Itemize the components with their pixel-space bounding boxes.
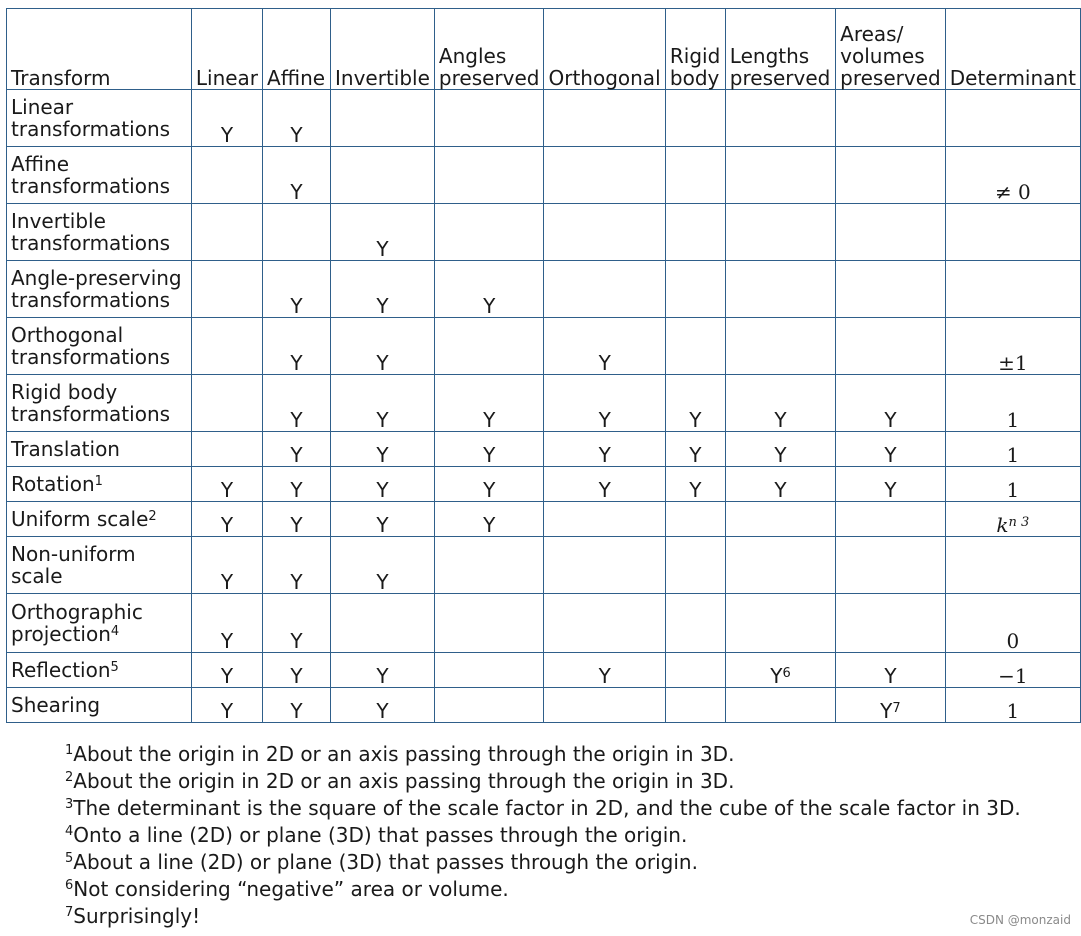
column-header [836, 9, 946, 90]
property-cell: Y [263, 653, 331, 688]
column-header-line: Orthogonal [548, 66, 661, 90]
property-cell: Y [191, 467, 262, 502]
property-cell [434, 90, 544, 147]
property-cell [725, 147, 835, 204]
footnote-mark: 3 [65, 797, 74, 812]
property-cell: Y [191, 502, 262, 537]
property-cell: Y [331, 318, 435, 375]
property-cell [836, 147, 946, 204]
property-cell [665, 261, 725, 318]
property-cell [434, 147, 544, 204]
row-label-line: Uniform scale [11, 507, 149, 531]
column-header [725, 9, 835, 90]
property-cell: Y [434, 261, 544, 318]
footnote-text: Onto a line (2D) or plane (3D) that passes through the origin. [73, 823, 688, 847]
property-cell [434, 594, 544, 653]
determinant-cell [945, 90, 1080, 147]
row-label-line: Affine [11, 152, 69, 176]
property-cell [725, 537, 835, 594]
property-cell: Y [665, 467, 725, 502]
property-cell: Y [191, 688, 262, 723]
row-label-line: transformations [11, 174, 171, 198]
property-cell: Y [191, 537, 262, 594]
property-cell [836, 261, 946, 318]
row-label [7, 688, 192, 723]
property-cell: Y [331, 688, 435, 723]
property-cell: Y [725, 375, 835, 432]
column-header [945, 9, 1080, 90]
property-cell: Y [331, 467, 435, 502]
footnote-text: About the origin in 2D or an axis passing through the origin in 3D. [73, 769, 735, 793]
row-label [7, 204, 192, 261]
column-header-line: Affine [267, 66, 326, 90]
property-cell: Y [191, 653, 262, 688]
footnote [65, 822, 1021, 849]
row-label-line: Orthogonal [11, 323, 124, 347]
property-cell: Y [191, 90, 262, 147]
determinant-cell [945, 537, 1080, 594]
table-header-row [7, 9, 1081, 90]
row-label-line: transformations [11, 402, 171, 426]
property-cell [665, 537, 725, 594]
property-cell [544, 261, 665, 318]
property-cell [725, 90, 835, 147]
property-cell [836, 318, 946, 375]
property-cell: Y [263, 318, 331, 375]
column-header [434, 9, 544, 90]
property-cell [665, 318, 725, 375]
property-cell [544, 147, 665, 204]
footnotes [65, 741, 1021, 930]
property-cell: Y [665, 375, 725, 432]
row-label [7, 318, 192, 375]
row-label [7, 594, 192, 653]
footnote-mark: 2 [65, 770, 74, 785]
property-cell: Y [544, 375, 665, 432]
property-cell: Y [434, 502, 544, 537]
property-cell [665, 147, 725, 204]
property-cell: Y [331, 375, 435, 432]
row-label [7, 375, 192, 432]
property-cell: Y [544, 432, 665, 467]
property-cell: Y [263, 594, 331, 653]
property-cell [331, 90, 435, 147]
table-row [7, 688, 1081, 723]
property-cell [836, 688, 946, 723]
property-cell [191, 261, 262, 318]
row-label-line: projection [11, 622, 111, 646]
row-label [7, 502, 192, 537]
property-cell [434, 204, 544, 261]
row-label [7, 653, 192, 688]
property-cell: Y [331, 261, 435, 318]
row-label-line: Rotation [11, 472, 95, 496]
property-cell: Y [331, 502, 435, 537]
determinant-cell: −1 [945, 653, 1080, 688]
property-cell: Y [434, 467, 544, 502]
determinant-cell: 1 [945, 432, 1080, 467]
footnote-text: The determinant is the square of the scale factor in 2D, and the cube of the scale factor in 3D. [73, 796, 1021, 820]
footnote-mark: 5 [65, 851, 74, 866]
row-label-line: scale [11, 564, 63, 588]
footnote-text: Not considering “negative” area or volume. [73, 877, 509, 901]
column-header-line: Lengths [729, 44, 810, 68]
footnote [65, 876, 1021, 903]
property-cell [191, 318, 262, 375]
row-label-line: Shearing [11, 693, 101, 717]
footnote [65, 768, 1021, 795]
property-cell: Y [331, 537, 435, 594]
property-cell: Y [434, 375, 544, 432]
property-cell: Y [263, 261, 331, 318]
table-row [7, 147, 1081, 204]
determinant-cell: 1 [945, 375, 1080, 432]
property-cell [263, 204, 331, 261]
property-cell [836, 204, 946, 261]
property-cell [725, 502, 835, 537]
table-row [7, 537, 1081, 594]
property-cell: Y [331, 653, 435, 688]
table-row [7, 204, 1081, 261]
footnote [65, 903, 1021, 930]
property-cell [331, 147, 435, 204]
property-cell: Y [331, 432, 435, 467]
table-row [7, 594, 1081, 653]
transform-properties-table [6, 8, 1081, 723]
determinant-cell: 0 [945, 594, 1080, 653]
column-header [191, 9, 262, 90]
property-cell: Y [836, 653, 946, 688]
footnote [65, 795, 1021, 822]
determinant-cell [945, 261, 1080, 318]
watermark: CSDN @monzaid [969, 913, 1071, 927]
property-cell: Y [263, 467, 331, 502]
property-cell [544, 688, 665, 723]
row-label [7, 147, 192, 204]
column-header-line: Areas/ [840, 22, 904, 46]
property-cell: Y [263, 147, 331, 204]
column-header-line: Invertible [335, 66, 430, 90]
property-cell [725, 261, 835, 318]
property-cell [725, 204, 835, 261]
table-row [7, 261, 1081, 318]
property-cell [665, 594, 725, 653]
property-cell [434, 537, 544, 594]
property-cell [836, 502, 946, 537]
property-cell: Y [263, 432, 331, 467]
footnote-mark: 1 [65, 743, 74, 758]
column-header [331, 9, 435, 90]
property-cell [665, 204, 725, 261]
row-label-line: Rigid body [11, 380, 118, 404]
column-header-line: volumes [840, 44, 925, 68]
property-cell [544, 502, 665, 537]
footnote-mark: 6 [65, 878, 74, 893]
row-label-line: Linear [11, 95, 74, 119]
cell-value: Y [770, 664, 783, 688]
footnote-marker: 2 [148, 509, 157, 524]
cell-value: Y [880, 699, 893, 723]
footnote-text: About the origin in 2D or an axis passing through the origin in 3D. [73, 742, 735, 766]
table-row [7, 502, 1081, 537]
determinant-cell: 1 [945, 688, 1080, 723]
cell-superscript: n 3 [1008, 515, 1030, 530]
property-cell [836, 537, 946, 594]
column-header-line: Transform [11, 66, 111, 90]
property-cell: Y [191, 594, 262, 653]
determinant-cell [945, 502, 1080, 537]
row-label [7, 261, 192, 318]
column-header-line: Linear [195, 66, 259, 90]
property-cell [725, 688, 835, 723]
row-label-line: transformations [11, 288, 171, 312]
property-cell [665, 502, 725, 537]
footnote-text: Surprisingly! [73, 904, 201, 928]
row-label [7, 537, 192, 594]
row-label-line: Invertible [11, 209, 106, 233]
property-cell [191, 147, 262, 204]
property-cell: Y [434, 432, 544, 467]
table-row [7, 375, 1081, 432]
column-header-line: preserved [438, 66, 540, 90]
property-cell [725, 653, 835, 688]
footnote-text: About a line (2D) or plane (3D) that passes through the origin. [73, 850, 698, 874]
column-header-line: Rigid [669, 44, 721, 68]
determinant-cell: ±1 [945, 318, 1080, 375]
column-header-line: preserved [729, 66, 831, 90]
column-header [263, 9, 331, 90]
property-cell: Y [725, 432, 835, 467]
footnote-marker: 4 [110, 624, 120, 639]
footnote-mark: 4 [65, 824, 74, 839]
column-header-line: Angles [438, 44, 507, 68]
property-cell: Y [263, 688, 331, 723]
row-label-line: Non-uniform [11, 542, 136, 566]
property-cell [434, 653, 544, 688]
column-header [7, 9, 192, 90]
table-row [7, 467, 1081, 502]
property-cell: Y [836, 467, 946, 502]
row-label [7, 90, 192, 147]
property-cell [331, 594, 435, 653]
property-cell [544, 204, 665, 261]
property-cell: Y [263, 502, 331, 537]
property-cell: Y [544, 653, 665, 688]
cell-value: k [996, 513, 1009, 537]
property-cell: Y [836, 432, 946, 467]
property-cell [665, 90, 725, 147]
property-cell: Y [544, 318, 665, 375]
row-label-line: Orthographic [11, 600, 143, 624]
property-cell [191, 432, 262, 467]
property-cell [725, 318, 835, 375]
property-cell: Y [665, 432, 725, 467]
row-label-line: transformations [11, 345, 171, 369]
property-cell [665, 653, 725, 688]
property-cell [836, 594, 946, 653]
property-cell: Y [331, 204, 435, 261]
row-label-line: Angle-preserving [11, 266, 182, 290]
footnote [65, 849, 1021, 876]
column-header-line: preserved [840, 66, 941, 90]
property-cell [725, 594, 835, 653]
footnote-marker: 1 [94, 474, 103, 489]
property-cell: Y [263, 537, 331, 594]
property-cell [191, 204, 262, 261]
property-cell: Y [725, 467, 835, 502]
row-label [7, 467, 192, 502]
property-cell [836, 90, 946, 147]
table-row [7, 318, 1081, 375]
property-cell: Y [263, 90, 331, 147]
property-cell [434, 688, 544, 723]
row-label-line: transformations [11, 231, 171, 255]
determinant-cell [945, 204, 1080, 261]
table-row [7, 432, 1081, 467]
table-row [7, 90, 1081, 147]
property-cell: Y [544, 467, 665, 502]
footnote [65, 741, 1021, 768]
cell-superscript: 6 [782, 666, 791, 681]
row-label-line: Translation [11, 437, 120, 461]
footnote-marker: 5 [110, 660, 119, 675]
column-header-line: Determinant [949, 66, 1076, 90]
row-label-line: transformations [11, 117, 171, 141]
property-cell [544, 90, 665, 147]
column-header [665, 9, 725, 90]
determinant-cell: ≠ 0 [945, 147, 1080, 204]
property-cell [544, 594, 665, 653]
determinant-cell: 1 [945, 467, 1080, 502]
property-cell [665, 688, 725, 723]
row-label [7, 432, 192, 467]
cell-superscript: 7 [892, 701, 901, 716]
table-row [7, 653, 1081, 688]
property-cell: Y [263, 375, 331, 432]
column-header [544, 9, 665, 90]
property-cell [191, 375, 262, 432]
row-label-line: Reflection [11, 658, 111, 682]
property-cell [544, 537, 665, 594]
column-header-line: body [669, 66, 720, 90]
footnote-mark: 7 [65, 905, 74, 920]
property-cell: Y [836, 375, 946, 432]
property-cell [434, 318, 544, 375]
